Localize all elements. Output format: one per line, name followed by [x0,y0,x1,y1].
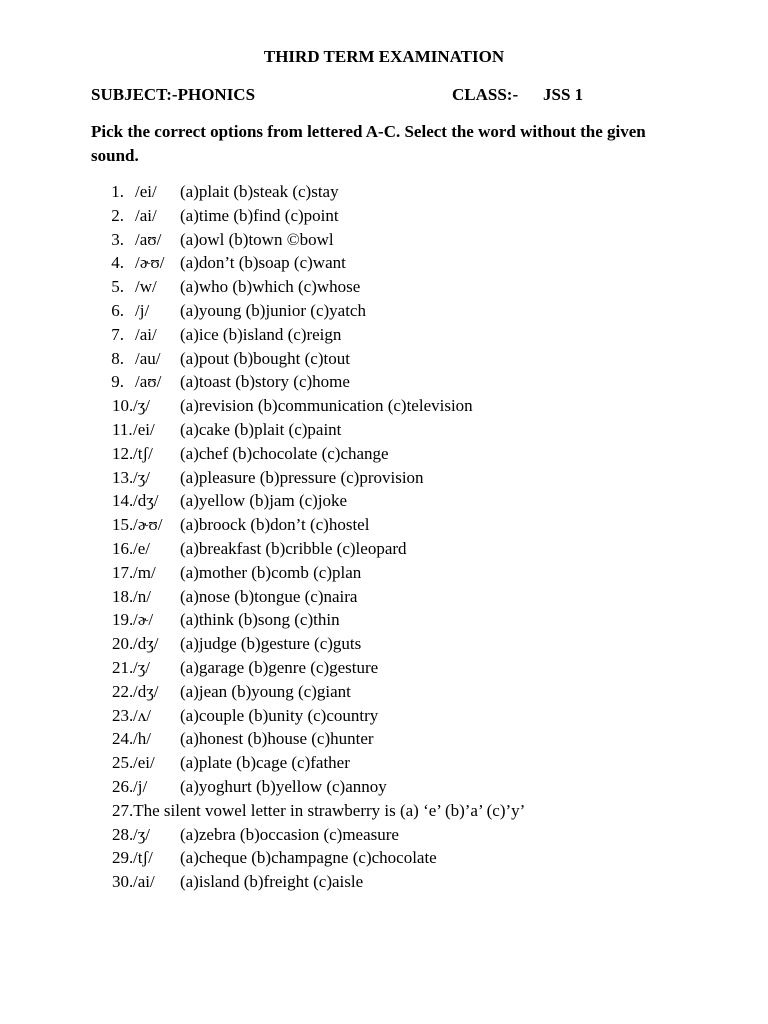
question-item [0,561,768,585]
question-item [0,466,768,490]
question-number: 23. [112,705,134,725]
question-item [0,680,768,704]
question-options: (a)cake (b)plait (c)paint [180,419,342,439]
question-options: (a)ice (b)island (c)reign [180,324,342,344]
question-number: 5. [111,277,124,297]
question-options: (a)zebra (b)occasion (c)measure [180,824,399,844]
question-options: (a)who (b)which (c)whose [180,277,361,297]
question-number: 9. [111,372,124,392]
question-sound: /j/ [135,300,150,320]
question-item [0,608,768,632]
question-number: 29. [112,848,134,868]
question-number: 13. [112,467,134,487]
instructions: Pick the correct options from lettered A-C. Select the word without the given sound. [91,122,646,165]
question-number: 10. [112,396,134,416]
question-number: 2. [111,205,124,225]
question-number: 6. [111,300,124,320]
question-options: (a)don’t (b)soap (c)want [180,253,346,273]
question-options: (a)revision (b)communication (c)television [180,396,473,416]
question-list [0,180,768,894]
question-number: 26. [112,776,134,796]
question-number: 12. [112,443,134,463]
question-options: (a)yoghurt (b)yellow (c)annoy [180,776,387,796]
page-title: THIRD TERM EXAMINATION [263,47,505,66]
question-number: 14. [112,491,134,511]
question-item [0,704,768,728]
question-options: (a)think (b)song (c)thin [180,610,340,630]
question-number: 24. [112,729,134,749]
question-sound: /ai/ [135,205,157,225]
question-number: 19. [112,610,134,630]
question-sound: /ʌ/ [133,705,151,725]
question-sound: /ai/ [135,324,157,344]
question-sound: /ɚʊ/ [133,515,163,535]
question-sound: /ei/ [133,419,155,439]
question-number: 11. [112,419,133,439]
question-item [0,204,768,228]
question-item [0,347,768,371]
question-options: (a)pout (b)bought (c)tout [180,348,350,368]
question-number: 18. [112,586,134,606]
question-options: (a)nose (b)tongue (c)naira [180,586,358,606]
question-item [0,823,768,847]
question-item [0,632,768,656]
question-sound: /h/ [133,729,151,749]
question-sound: /ʒ/ [133,657,150,677]
question-item [0,585,768,609]
question-sound: /j/ [133,776,148,796]
question-item [0,394,768,418]
question-item [0,656,768,680]
question-options: (a)owl (b)town ©bowl [180,229,334,249]
subject-label: SUBJECT:-PHONICS [91,85,256,104]
question-item [0,751,768,775]
question-sound: /dʒ/ [133,491,159,511]
question-item [0,251,768,275]
question-item [0,323,768,347]
question-number: 17. [112,562,134,582]
question-number: 25. [112,753,134,773]
question-sound: /ɚ/ [133,610,154,630]
question-sound: /ei/ [135,182,157,201]
question-item [0,870,768,894]
question-number: 28. [112,824,134,844]
question-options: (a)chef (b)chocolate (c)change [180,443,389,463]
question-options: (a)plait (b)steak (c)stay [180,182,339,201]
question-sound: /dʒ/ [133,634,159,654]
question-number: 30. [112,872,134,892]
question-options: (a)broock (b)don’t (c)hostel [180,515,370,535]
question-text: 27.The silent vowel letter in strawberry is (a) ‘e’ (b)’a’ (c)’y’ [112,800,526,820]
question-number: 8. [111,348,124,368]
question-item [0,180,768,204]
question-item [0,727,768,751]
question-options: (a)plate (b)cage (c)father [180,753,350,773]
question-item [0,489,768,513]
question-options: (a)judge (b)gesture (c)guts [180,634,362,654]
question-sound: /w/ [135,277,157,297]
question-number: 3. [111,229,124,249]
question-item [0,799,768,823]
question-options: (a)young (b)junior (c)yatch [180,300,366,320]
class-value: JSS 1 [543,85,584,104]
question-sound: /m/ [133,562,156,582]
question-item [0,275,768,299]
question-options: (a)pleasure (b)pressure (c)provision [180,467,424,487]
question-item [0,370,768,394]
question-options: (a)garage (b)genre (c)gesture [180,657,379,677]
question-item [0,775,768,799]
question-options: (a)toast (b)story (c)home [180,372,350,392]
question-item [0,228,768,252]
question-number: 15. [112,515,134,535]
question-options: (a)time (b)find (c)point [180,205,339,225]
question-sound: /n/ [133,586,151,606]
question-number: 7. [111,324,124,344]
question-number: 22. [112,681,134,701]
question-sound: /ɚʊ/ [135,253,165,273]
question-options: (a)honest (b)house (c)hunter [180,729,374,749]
question-options: (a)yellow (b)jam (c)joke [180,491,348,511]
question-sound: /dʒ/ [133,681,159,701]
question-options: (a)jean (b)young (c)giant [180,681,351,701]
question-number: 4. [111,253,124,273]
question-sound: /ʒ/ [133,467,150,487]
question-item [0,442,768,466]
question-number: 21. [112,657,134,677]
question-sound: /tʃ/ [133,848,153,868]
question-sound: /ai/ [133,872,155,892]
question-options: (a)cheque (b)champagne (c)chocolate [180,848,437,868]
question-number: 20. [112,634,134,654]
question-sound: /aʊ/ [135,229,162,249]
question-sound: /ʒ/ [133,396,150,416]
question-item [0,846,768,870]
question-sound: /aʊ/ [135,372,162,392]
question-item [0,418,768,442]
question-sound: /tʃ/ [133,443,153,463]
question-sound: /e/ [133,538,150,558]
question-options: (a)breakfast (b)cribble (c)leopard [180,538,407,558]
question-sound: /ʒ/ [133,824,150,844]
question-options: (a)couple (b)unity (c)country [180,705,379,725]
question-sound: /ei/ [133,753,155,773]
question-number: 16. [112,538,134,558]
question-options: (a)island (b)freight (c)aisle [180,872,364,892]
question-sound: /au/ [135,348,161,368]
question-item [0,299,768,323]
class-label: CLASS:- [452,85,519,104]
question-item [0,513,768,537]
question-number: 1. [111,182,124,201]
question-options: (a)mother (b)comb (c)plan [180,562,362,582]
question-item [0,537,768,561]
